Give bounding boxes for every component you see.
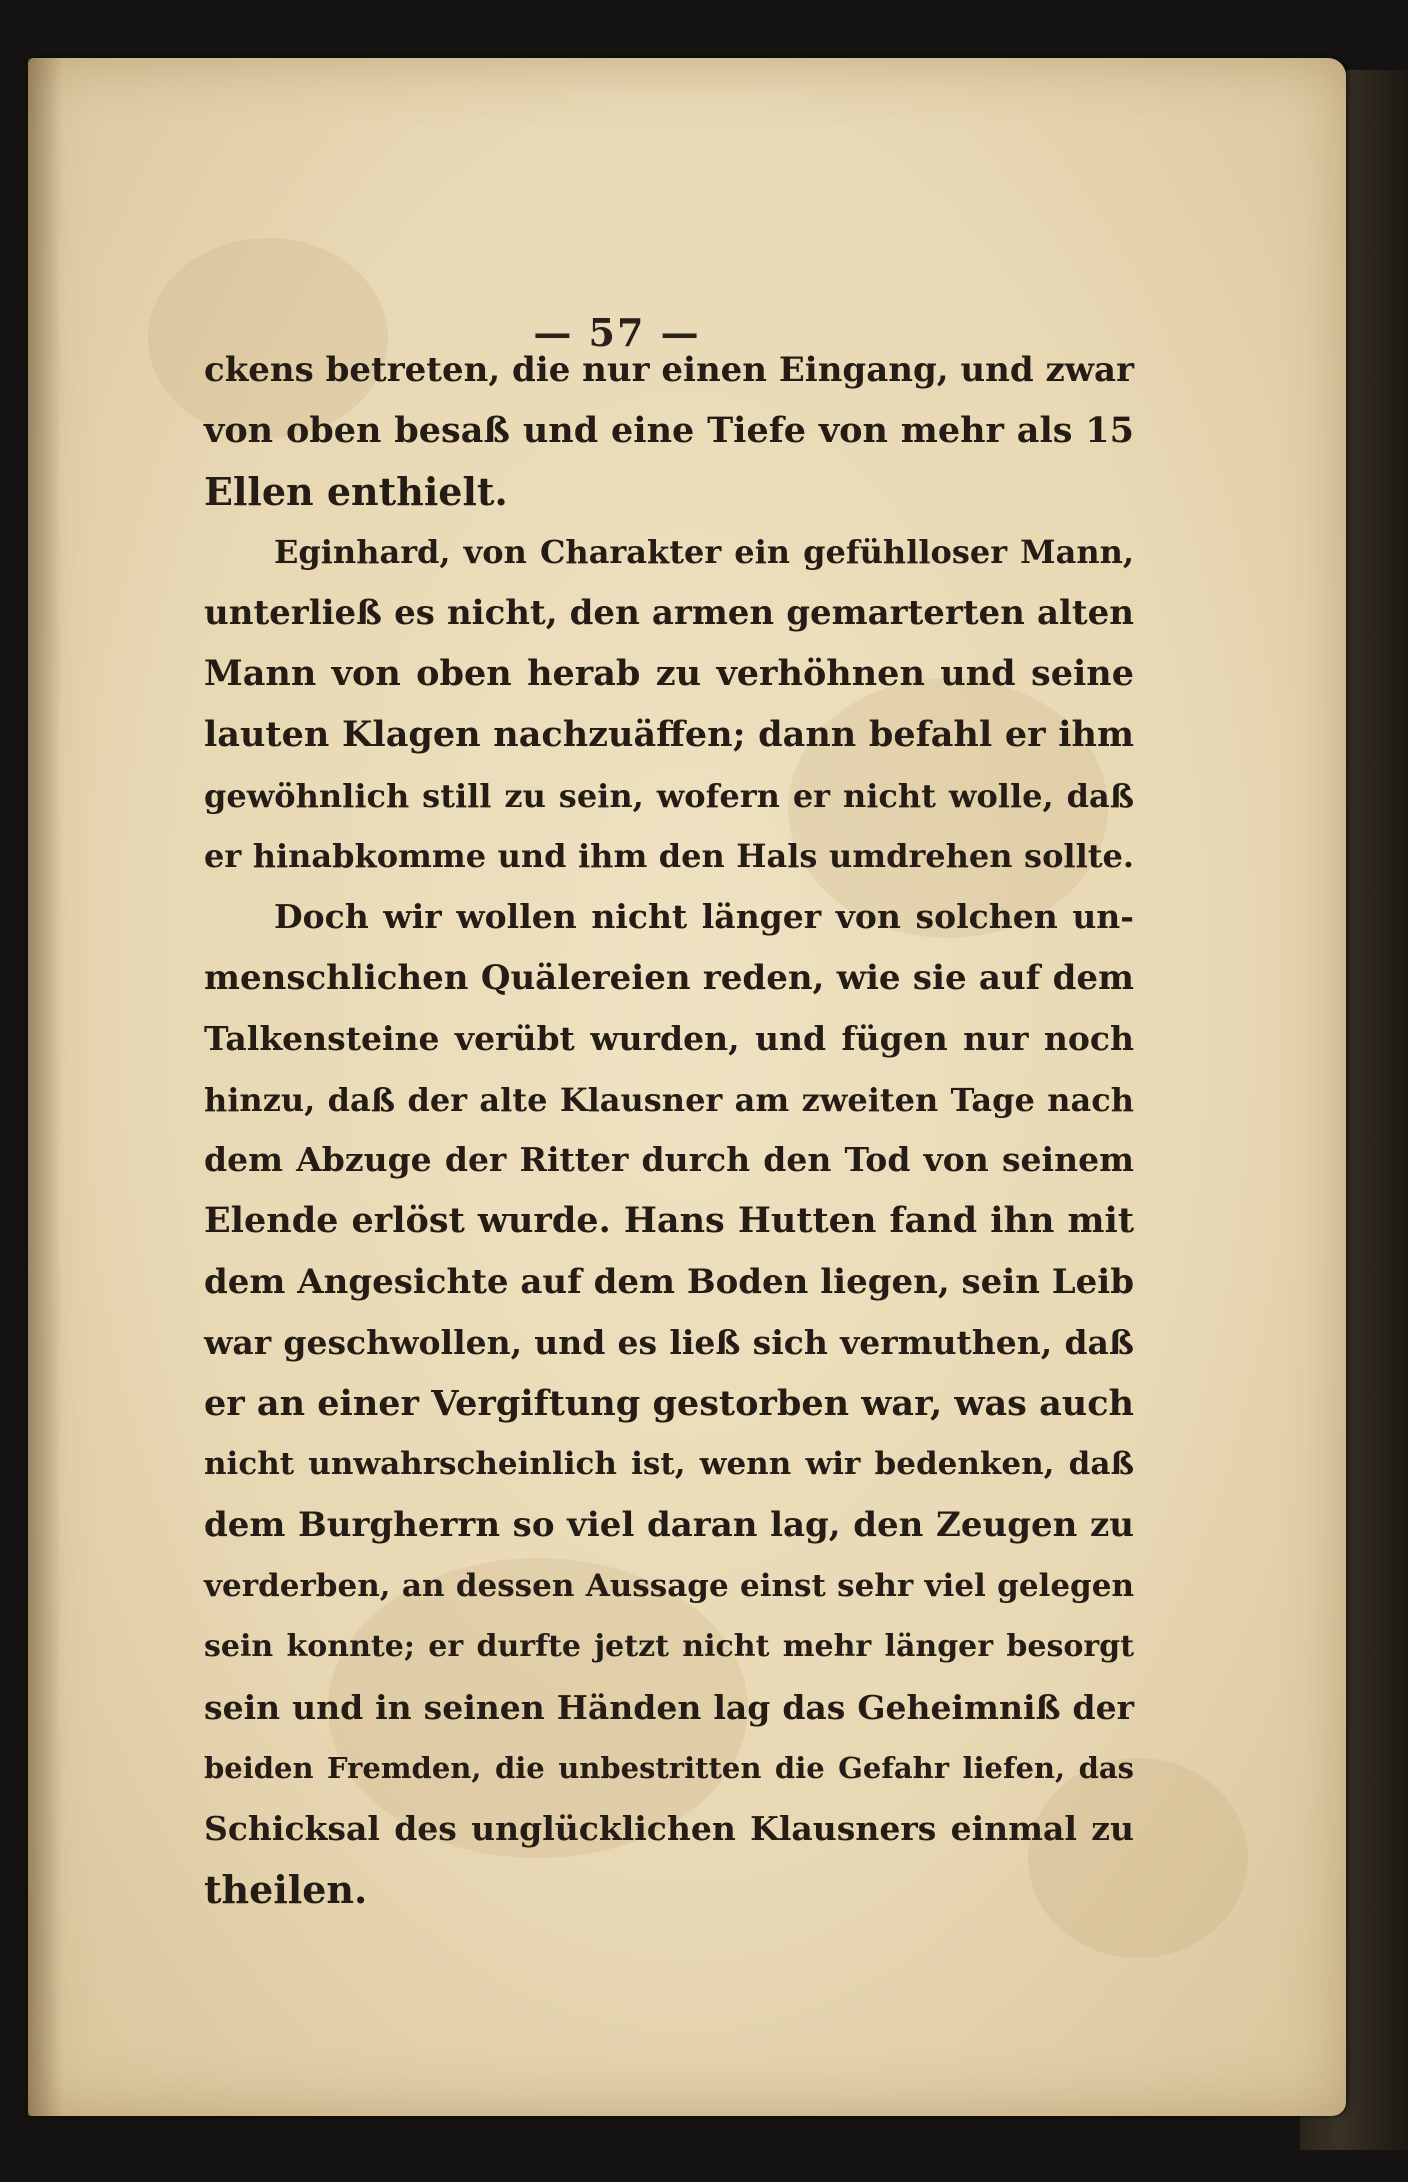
text-line: er an einer Vergiftung gestorben war, was auch (204, 1382, 1134, 1424)
text-line: Talkensteine verübt wurden, und fügen nur noch (204, 1018, 1134, 1058)
text-line: dem Burgherrn so viel daran lag, den Zeugen zu (204, 1505, 1134, 1546)
text-line: sein konnte; er durfte jetzt nicht mehr länger besorgt (204, 1628, 1134, 1664)
text-line: hinzu, daß der alte Klausner am zweiten Tage nach (204, 1080, 1134, 1119)
text-line: Elende erlöst wurde. Hans Hutten fand ihn mit (204, 1200, 1134, 1242)
text-line: sein und in seinen Händen lag das Geheimniß der (204, 1687, 1134, 1727)
text-line: menschlichen Quälereien reden, wie sie auf dem (204, 957, 1134, 998)
text-line: Eginhard, von Charakter ein gefühlloser Mann, (274, 533, 1134, 572)
text-line: Ellen enthielt. (204, 468, 508, 514)
text-line: er hinabkomme und ihm den Hals umdrehen sollte. (204, 837, 1134, 876)
page-gutter (28, 58, 62, 2116)
text-line: verderben, an dessen Aussage einst sehr viel gelegen (204, 1567, 1134, 1604)
text-line: lauten Klagen nachzuäffen; dann befahl er ihm (204, 713, 1134, 755)
text-line: beiden Fremden, die unbestritten die Gefahr liefen, das (204, 1751, 1134, 1786)
text-line: unterließ es nicht, den armen gemarterten alten (204, 593, 1134, 634)
text-line: gewöhnlich still zu sein, wofern er nicht wolle, daß (204, 776, 1134, 815)
text-line: Doch wir wollen nicht länger von solchen un- (274, 897, 1134, 937)
text-line: war geschwollen, und es ließ sich vermuthen, daß (204, 1322, 1134, 1362)
text-line: Mann von oben herab zu verhöhnen und seine (204, 652, 1134, 694)
text-line: nicht unwahrscheinlich ist, wenn wir bedenken, daß (204, 1446, 1134, 1483)
text-line: ckens betreten, die nur einen Eingang, und zwar (204, 350, 1134, 390)
text-line: dem Angesichte auf dem Boden liegen, sein Leib (204, 1261, 1134, 1302)
text-line: Schicksal des unglücklichen Klausners einmal zu (204, 1809, 1134, 1849)
body-text (204, 340, 1134, 1921)
text-line: von oben besaß und eine Tiefe von mehr als 15 (204, 409, 1134, 451)
text-line: dem Abzuge der Ritter durch den Tod von seinem (204, 1140, 1134, 1180)
text-line: theilen. (204, 1866, 368, 1912)
page-number: — 57 — (533, 310, 701, 355)
